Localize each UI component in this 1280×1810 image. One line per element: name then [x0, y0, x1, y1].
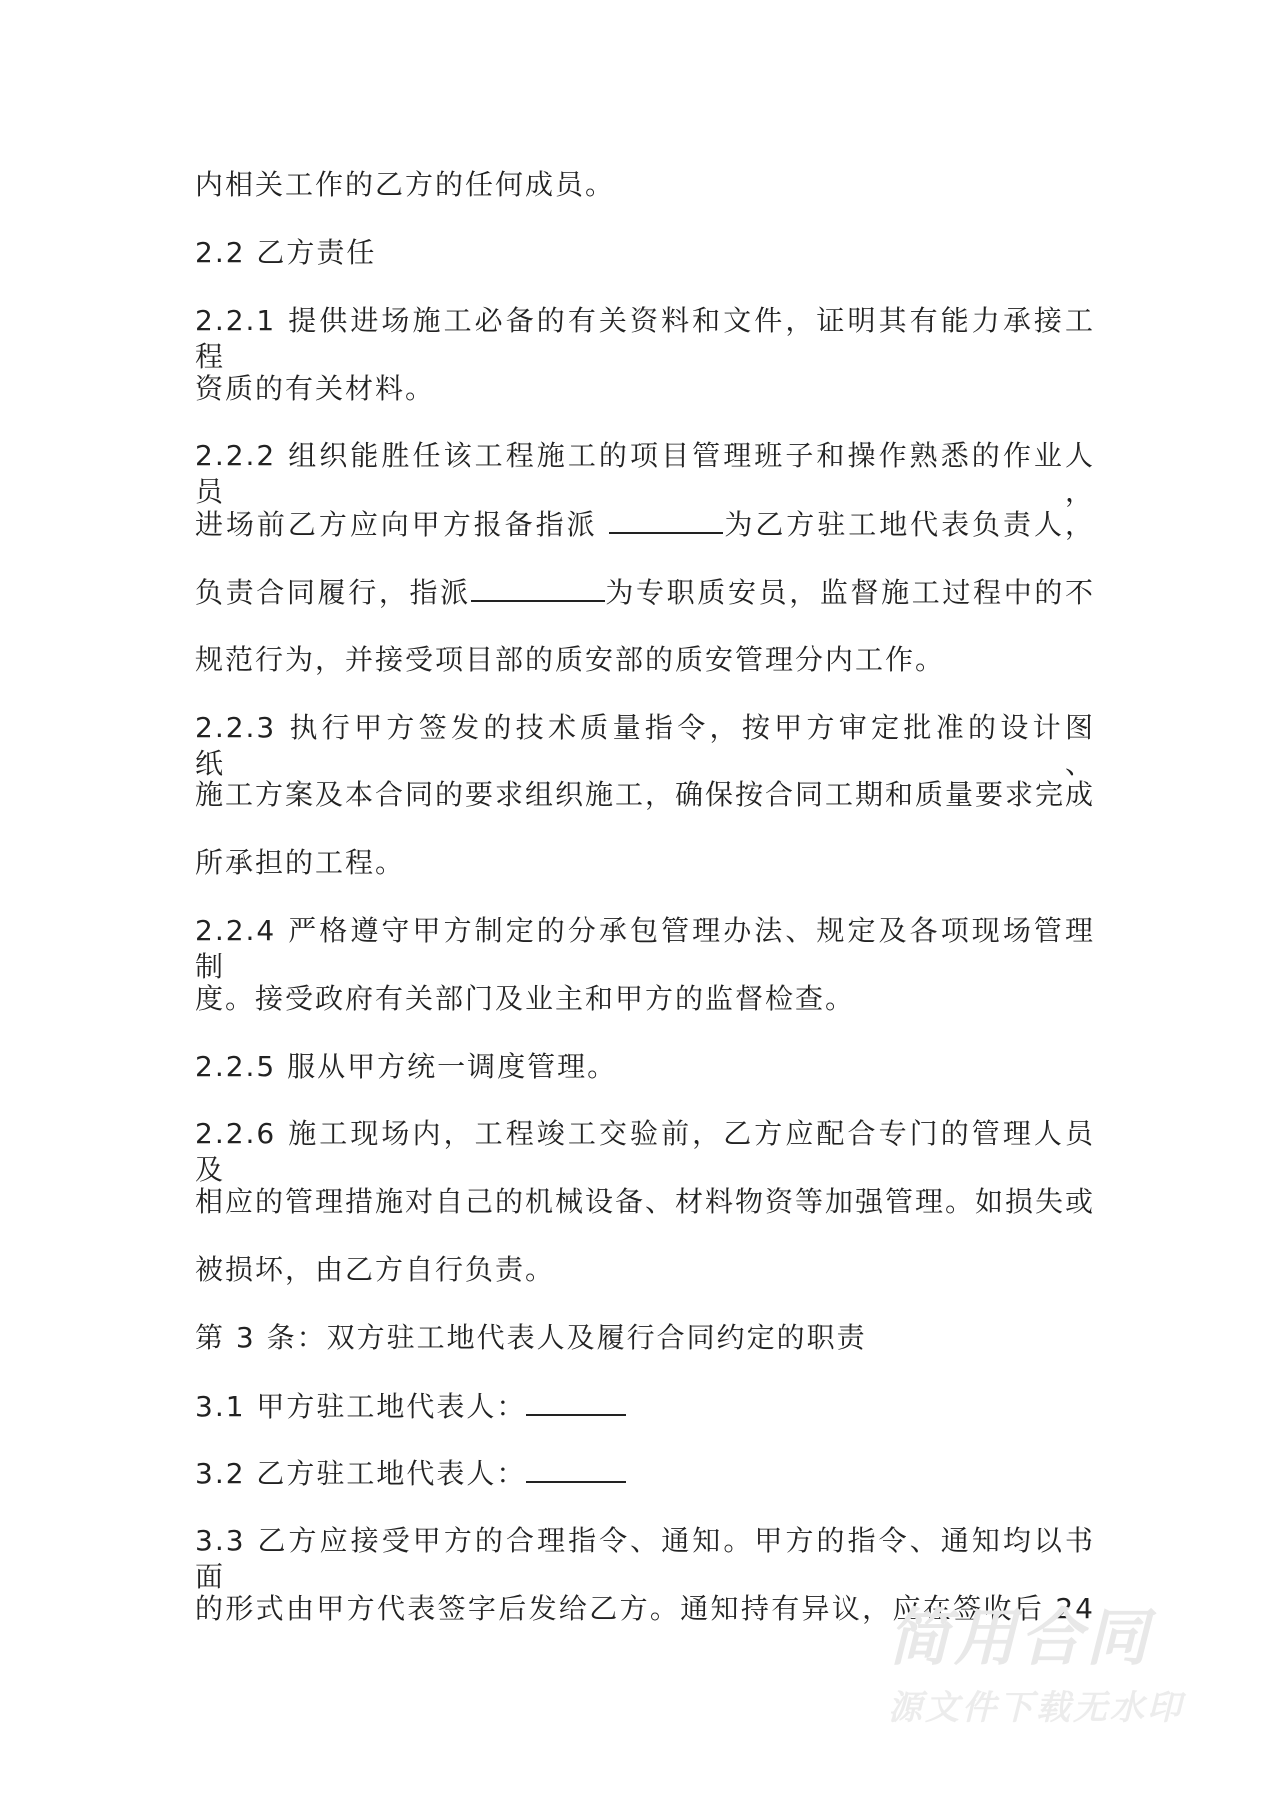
fill-in-blank[interactable]: [526, 1388, 626, 1416]
text-line: 所承担的工程。: [195, 846, 406, 879]
text-line: 2.2.3 执行甲方签发的技术质量指令，按甲方审定批准的设计图纸、: [195, 711, 1095, 780]
text-line: 度。接受政府有关部门及业主和甲方的监督检查。: [195, 982, 856, 1015]
text-line: 资质的有关材料。: [195, 372, 436, 405]
text-line: 施工方案及本合同的要求组织施工，确保按合同工期和质量要求完成: [195, 778, 1096, 811]
fill-in-blank[interactable]: [471, 574, 605, 602]
watermark-slogan: 源文件下载无水印: [888, 1688, 1184, 1728]
text-line: 3.3 乙方应接受甲方的合理指令、通知。甲方的指令、通知均以书面: [195, 1524, 1095, 1593]
text-segment: 进场前乙方应向甲方报备指派: [195, 508, 610, 541]
text-line: 规范行为，并接受项目部的质安部的质安管理分内工作。: [195, 643, 946, 676]
text-segment: 为专职质安员，监督施工过程中的不: [604, 576, 1095, 609]
text-line: 的形式由甲方代表签字后发给乙方。通知持有异议，应在签收后 24: [195, 1592, 1095, 1625]
fill-in-blank[interactable]: [609, 506, 723, 534]
fill-in-blank[interactable]: [526, 1455, 626, 1483]
text-line: 内相关工作的乙方的任何成员。: [195, 168, 616, 201]
text-line: [195, 1388, 626, 1425]
text-segment: 为乙方驻工地代表负责人，: [723, 508, 1095, 541]
text-segment: 3.1 甲方驻工地代表人：: [195, 1390, 527, 1423]
text-line: 2.2.5 服从甲方统一调度管理。: [195, 1050, 618, 1083]
text-segment: 3.2 乙方驻工地代表人：: [195, 1457, 527, 1490]
text-segment: 负责合同履行，指派: [195, 576, 471, 609]
text-line: 相应的管理措施对自己的机械设备、材料物资等加强管理。如损失或: [195, 1185, 1096, 1218]
text-line: [195, 574, 1095, 611]
text-line: 2.2.1 提供进场施工必备的有关资料和文件，证明其有能力承接工程: [195, 304, 1095, 373]
watermark-brand: 简用合同: [888, 1601, 1153, 1674]
text-line: 2.2.2 组织能胜任该工程施工的项目管理班子和操作熟悉的作业人员，: [195, 439, 1095, 508]
text-line: [195, 506, 1095, 543]
section-heading: 2.2 乙方责任: [195, 236, 377, 269]
text-line: 2.2.4 严格遵守甲方制定的分承包管理办法、规定及各项现场管理制: [195, 914, 1095, 983]
text-line: 2.2.6 施工现场内，工程竣工交验前，乙方应配合专门的管理人员及: [195, 1117, 1095, 1186]
section-heading: 第 3 条：双方驻工地代表人及履行合同约定的职责: [195, 1321, 867, 1354]
text-line: 被损坏，由乙方自行负责。: [195, 1253, 556, 1286]
text-line: [195, 1455, 626, 1492]
